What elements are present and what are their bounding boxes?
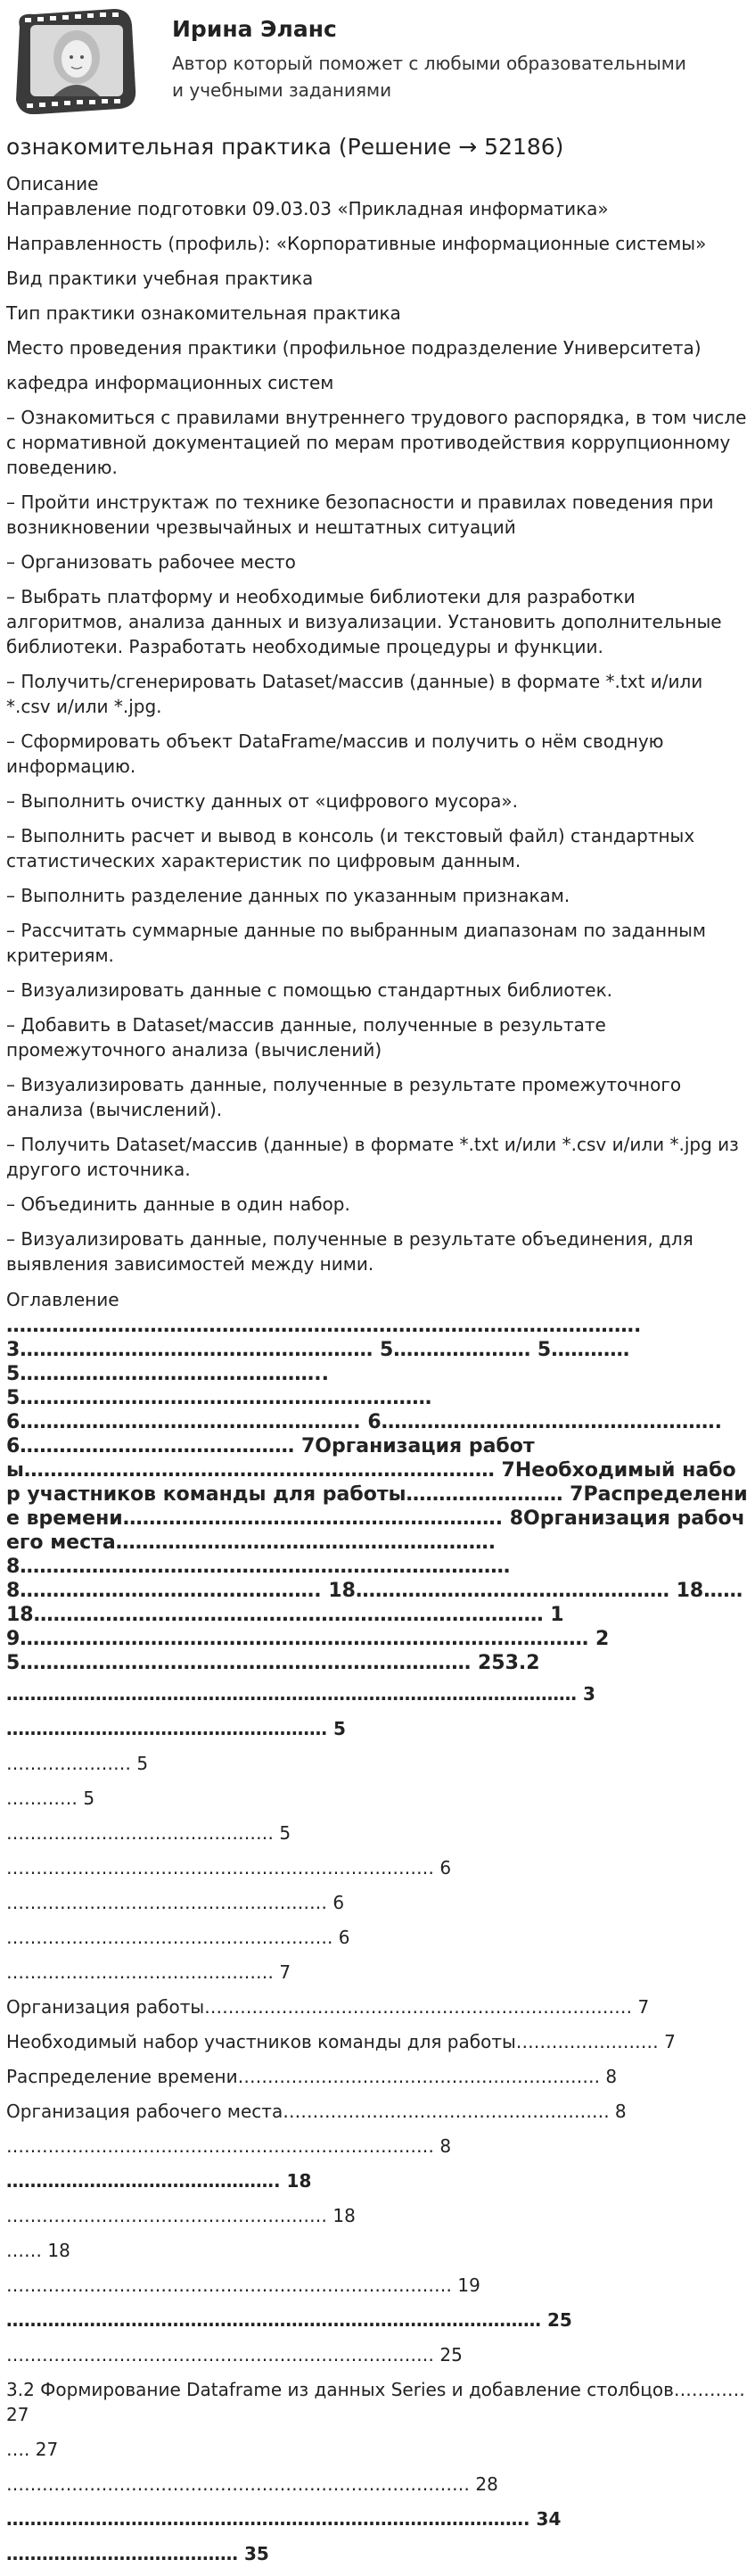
description-paragraph: – Визуализировать данные, полученные в результате промежуточного анализа (вычислений). [6, 1074, 682, 1120]
description-paragraph: – Визуализировать данные, полученные в результате объединения, для выявления зависимостей между ними. [6, 1228, 693, 1275]
toc-entry: ………………………………………………. 6 [6, 1927, 350, 1948]
toc-entry: ……………………………………………………………………………. 34 [6, 2508, 562, 2530]
document-title: ознакомительная практика (Решение → 52186) [6, 134, 564, 160]
description-paragraph: – Выполнить разделение данных по указанным признакам. [6, 885, 570, 906]
description-paragraph: – Выполнить расчет и вывод в консоль (и текстовый файл) стандартных статистических характеристик по цифровым данным. [6, 825, 695, 871]
author-avatar[interactable] [7, 7, 136, 114]
toc-entry: ………………………………………. 18 [6, 2170, 312, 2192]
author-name[interactable]: Ирина Эланс [172, 16, 337, 42]
description-paragraph: – Выбрать платформу и необходимые библиотеки для разработки алгоритмов, анализа данных и визуализации. Установить дополнительные библиотеки. Разработать необходимые процедуры и функции. [6, 586, 722, 657]
description-paragraph: – Получить/сгенерировать Dataset/массив (данные) в формате *.txt и/или *.csv и/или *.jpg. [6, 671, 703, 717]
toc-label: Оглавление [6, 1289, 119, 1310]
toc-entry: ………… 5 [6, 1788, 95, 1809]
toc-entry: ……………………………………………… 18 [6, 2205, 356, 2226]
toc-entry: ………………… 5 [6, 1753, 149, 1774]
description-paragraph: – Получить Dataset/массив (данные) в формате *.txt и/или *.csv и/или *.jpg из другого источника. [6, 1134, 739, 1180]
description-paragraph: – Визуализировать данные с помощью стандартных библиотек. [6, 979, 613, 1001]
toc-entry: ………………………………………………………………… 19 [6, 2275, 480, 2296]
toc-entry: ……………………………………………………………………………… 25 [6, 2309, 572, 2331]
toc-list [6, 1681, 748, 2566]
toc-entry: …………………………………………………………………………………… 3 [6, 1683, 595, 1705]
toc-entry: …. 27 [6, 2439, 59, 2460]
description-paragraph: Тип практики ознакомительная практика [6, 302, 401, 324]
description-paragraph: – Пройти инструктаж по технике безопасности и правилах поведения при возникновении чрезвычайных и нештатных ситуаций [6, 491, 714, 538]
toc-entry: ……………………………………… 5 [6, 1822, 291, 1844]
description-paragraph: – Организовать рабочее место [6, 551, 296, 573]
description-paragraph: Вид практики учебная практика [6, 268, 314, 289]
document-content [6, 132, 748, 2576]
description-paragraph: – Добавить в Dataset/массив данные, полученные в результате промежуточного анализа (вычислений) [6, 1014, 606, 1061]
toc-entry: …………………………………………………………………… 28 [6, 2473, 498, 2495]
toc-entry: Распределение времени……………………………………………………. 8 [6, 2066, 618, 2087]
toc-entry: ……………………………………………… 5 [6, 1718, 346, 1739]
toc-entry: …… 18 [6, 2240, 70, 2261]
author-card[interactable] [5, 5, 750, 117]
toc-bold-block: ……………………………………………………………………………………. 3……………………………………………… 5………………… 5………… 5……………………………………….. 5……………………………………………………… 6……………………………………………. 6……………………………………………. 6…………………………………… 7Организация работы……………………………………………………………… 7Необходимый набор участников команды для работы…………………… 7Распределение времени…………………………………………………. 8Организация рабочего места…………………………………………………. 8………………………………………………………………… 8………………………………………. 18………………………………………… 18…… 18…………………………………………………………………… 19…………………………………………………………………………… 25…………………………………………………………… 253.2 [6, 1315, 748, 1674]
toc-entry: ……………………………………………………………… 25 [6, 2344, 463, 2365]
description-paragraph: – Выполнить очистку данных от «цифрового мусора». [6, 790, 518, 812]
description-paragraph: – Ознакомиться с правилами внутреннего трудового распорядка, в том числе с нормативной документацией по мерам противодействия коррупционному поведению. [6, 407, 747, 478]
toc-entry: 3.2 Формирование Dataframe из данных Series и добавление столбцов………… 27 [6, 2379, 745, 2425]
author-description: Автор который поможет с любыми образовательными и учебными заданиями [172, 53, 686, 101]
description-paragraph: – Рассчитать суммарные данные по выбранным диапазонам по заданным критериям. [6, 920, 707, 966]
toc-entry: ………………………………… 35 [6, 2543, 269, 2564]
toc-entry: Необходимый набор участников команды для работы…………………… 7 [6, 2031, 676, 2052]
description-paragraphs [6, 196, 748, 1276]
toc-entry: ……………………………………………………………… 8 [6, 2135, 452, 2157]
description-paragraph: – Сформировать объект DataFrame/массив и получить о нём сводную информацию. [6, 731, 664, 777]
toc-entry: Организация работы……………………………………………………………… 7 [6, 1996, 650, 2018]
toc-entry: ……………………………………………… 6 [6, 1892, 345, 1913]
toc-entry: Организация рабочего места………………………………………………. 8 [6, 2101, 627, 2122]
toc-entry: ……………………………………… 7 [6, 1961, 291, 1983]
toc-entry: ……………………………………………………………… 6 [6, 1857, 452, 1878]
description-paragraph: Направление подготовки 09.03.03 «Прикладная информатика» [6, 198, 609, 219]
description-paragraph: Место проведения практики (профильное подразделение Университета) [6, 337, 702, 359]
description-paragraph: кафедра информационных систем [6, 372, 334, 393]
description-paragraph: Направленность (профиль): «Корпоративные информационные системы» [6, 233, 707, 254]
description-paragraph: – Объединить данные в один набор. [6, 1193, 350, 1215]
description-label: Описание [6, 173, 99, 194]
